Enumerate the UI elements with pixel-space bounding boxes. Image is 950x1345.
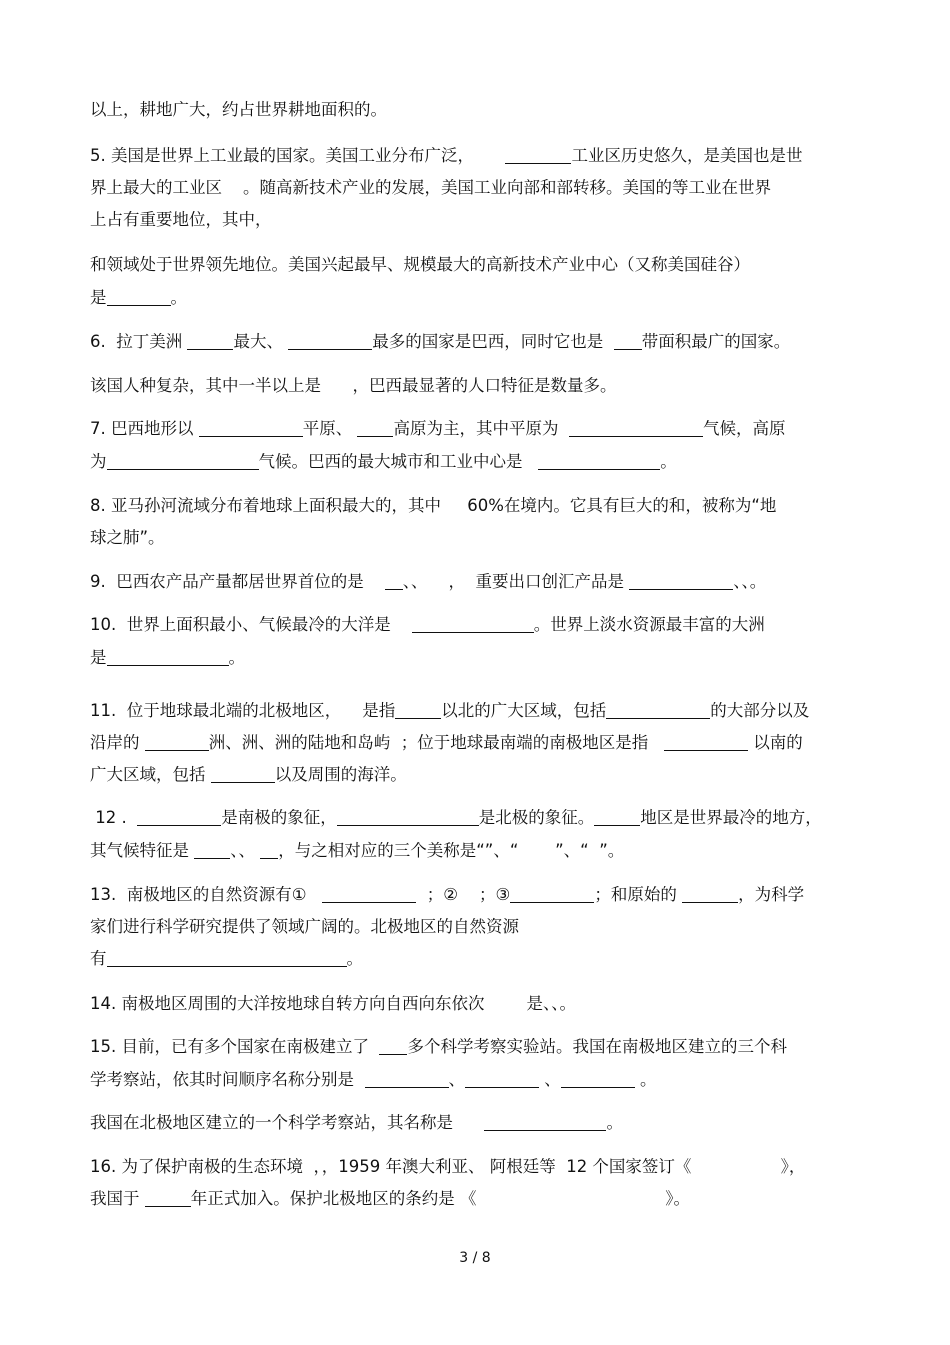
- blank: [187, 333, 233, 350]
- question-9: 9. 巴西农产品产量都居世界首位的是 、、 ， 重要出口创汇产品是 、、。: [90, 572, 767, 591]
- blank: [211, 766, 275, 783]
- question-5: 5. 美国是世界上工业最的国家。美国工业分布广泛， 工业区历史悠久，是美国也是世: [90, 146, 803, 165]
- question-13: 13. 南极地区的自然资源有① ；② ；③ ；和原始的 ，为科学: [90, 885, 805, 904]
- blank: [145, 1190, 191, 1207]
- blank: [594, 809, 640, 826]
- blank: [629, 573, 733, 590]
- question-7: 7. 巴西地形以 平原、 高原为主，其中平原为 气候，高原: [90, 419, 786, 438]
- blank: [484, 1114, 606, 1131]
- question-8: 8. 亚马孙河流域分布着地球上面积最大的，其中 60%在境内。它具有巨大的和，被称为“地: [90, 496, 777, 515]
- blank: [505, 147, 571, 164]
- line-l29: 我国于 年正式加入。保护北极地区的条约是 《 》。: [90, 1189, 691, 1208]
- line-l20: 其气候特征是 、、 ，与之相对应的三个美称是“”、“ ”、“ ”。: [90, 841, 625, 860]
- blank: [107, 950, 347, 967]
- line-l17: 沿岸的 洲、洲、洲的陆地和岛屿 ；位于地球最南端的南极地区是指 以南的: [90, 733, 803, 752]
- blank: [395, 702, 441, 719]
- blank: [107, 453, 259, 470]
- line-l03: 界上最大的工业区 。随高新技术产业的发展，美国工业向部和部转移。美国的等工业在世界: [90, 178, 771, 197]
- blank: [365, 1071, 449, 1088]
- question-12: 12 . 是南极的象征， 是北极的象征。 地区是世界最冷的地方，: [90, 808, 822, 827]
- blank: [606, 702, 710, 719]
- blank: [561, 1071, 635, 1088]
- blank: [412, 616, 534, 633]
- blank: [664, 734, 748, 751]
- line-l05: 和领域处于世界领先地位。美国兴起最早、规模最大的高新技术产业中心（又称美国硅谷）: [90, 255, 750, 274]
- blank: [337, 809, 479, 826]
- question-11: 11. 位于地球最北端的北极地区， 是指 以北的广大区域，包括 的大部分以及: [90, 701, 810, 720]
- line-l23: 有 。: [90, 949, 363, 968]
- blank: [614, 333, 642, 350]
- blank: [465, 1071, 539, 1088]
- blank: [107, 649, 229, 666]
- line-l26: 学考察站，依其时间顺序名称分别是 、 、 。: [90, 1070, 657, 1089]
- blank: [538, 453, 660, 470]
- question-10: 10. 世界上面积最小、气候最冷的大洋是 。世界上淡水资源最丰富的大洲: [90, 615, 765, 634]
- blank: [322, 886, 416, 903]
- blank: [569, 420, 703, 437]
- blank: [385, 573, 403, 590]
- blank: [682, 886, 738, 903]
- question-6: 6. 拉丁美洲 最大、 最多的国家是巴西，同时它也是 带面积最广的国家。: [90, 332, 791, 351]
- line-l06: 是 。: [90, 288, 187, 307]
- question-16: 16. 为了保护南极的生态环境 ，，1959 年澳大利亚、 阿根廷等 12 个国家签订《 》，: [90, 1157, 806, 1176]
- blank: [199, 420, 303, 437]
- question-15: 15. 目前，已有多个国家在南极建立了 多个科学考察实验站。我国在南极地区建立的三个科: [90, 1037, 787, 1056]
- line-l01: 以上，耕地广大，约占世界耕地面积的。: [90, 100, 387, 119]
- line-l12: 球之肺”。: [90, 528, 165, 547]
- blank: [145, 734, 209, 751]
- blank: [194, 842, 230, 859]
- blank: [107, 289, 171, 306]
- line-l15: 是 。: [90, 648, 245, 667]
- blank: [260, 842, 278, 859]
- line-l22: 家们进行科学研究提供了领域广阔的。北极地区的自然资源: [90, 917, 519, 936]
- line-l27: 我国在北极地区建立的一个科学考察站，其名称是 。: [90, 1113, 623, 1132]
- page-number: 3 / 8: [459, 1250, 491, 1266]
- line-l08: 该国人种复杂，其中一半以上是 ，巴西最显著的人口特征是数量多。: [90, 376, 617, 395]
- line-l10: 为 气候。巴西的最大城市和工业中心是 。: [90, 452, 677, 471]
- blank: [137, 809, 221, 826]
- question-14: 14. 南极地区周围的大洋按地球自转方向自西向东依次 是、、。: [90, 994, 576, 1013]
- blank: [379, 1038, 407, 1055]
- blank: [357, 420, 393, 437]
- line-l18: 广大区域，包括 以及周围的海洋。: [90, 765, 407, 784]
- blank: [288, 333, 372, 350]
- line-l04: 上占有重要地位，其中，: [90, 210, 272, 229]
- blank: [510, 886, 594, 903]
